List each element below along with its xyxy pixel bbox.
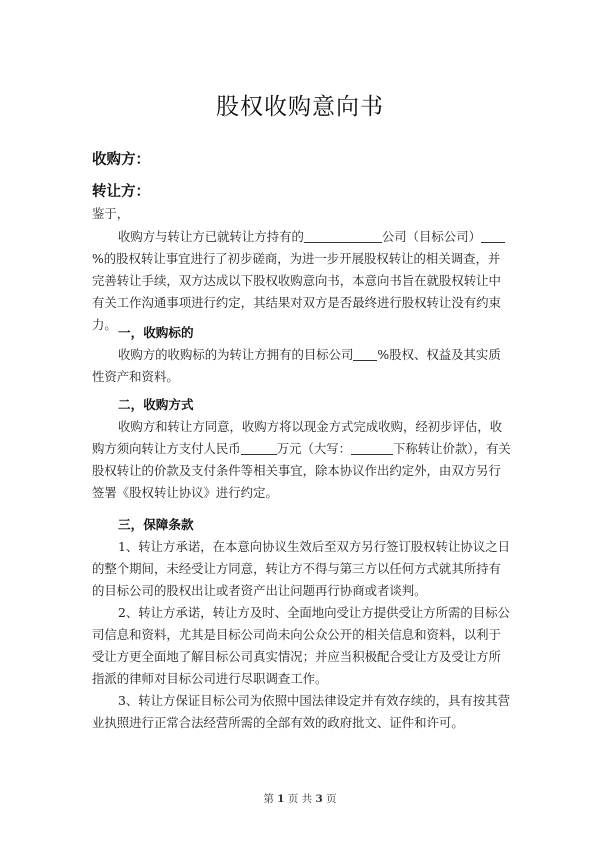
acquirer-label: 收购方： — [92, 151, 150, 168]
salutation-text: 鉴于， — [92, 206, 130, 221]
footer-suffix: 页 — [326, 793, 337, 805]
clause-3: 3、转让方保证目标公司为依照中国法律设定并有效存续的，具有按其营业执照进行正常合法经营所需的全部有效的政府批文、证件和许可。 — [92, 693, 510, 730]
clause-1: 1、转让方承诺，在本意向协议生效后至双方另行签订股权转让协议之日的整个期间，未经受让方同意，转让方不得与第三方以任何方式就其所持有的目标公司的股权出让或者资产出让问题再行协商或者谈判。 — [92, 539, 510, 598]
footer-prefix: 第 — [263, 793, 274, 805]
page-footer — [0, 791, 600, 806]
section-2-heading: 二，收购方式 — [118, 397, 194, 412]
clause-2: 2、转让方承诺，转让方及时、全面地向受让方提供受让方所需的目标公司信息和资料，尤其是目标公司尚未向公众公开的相关信息和资料，以利于受让方更全面地了解目标公司真实情况；并应当积极配合受让方及受让方所指派的律师对目标公司进行尽职调查工作。 — [92, 605, 510, 686]
preamble-paragraph — [92, 226, 512, 336]
footer-current-page: 1 — [277, 793, 285, 805]
footer-middle: 页 共 — [287, 793, 313, 805]
section-2-text-1: 收购方和转让方同意，收购方将以现金方式完成收购，经初步评估，收购方须向转让方支付人民币 — [92, 419, 503, 456]
amount-blank — [241, 440, 277, 455]
preamble-text-1: 收购方与转让方已就转让方持有的 — [118, 229, 304, 244]
section-3-clauses — [92, 536, 512, 734]
company-name-blank — [304, 228, 382, 243]
document-title: 股权收购意向书 — [216, 94, 384, 120]
section-2-text-2: 万元（大写： — [276, 441, 352, 456]
percent-blank — [481, 228, 505, 243]
preamble-text-2: 公司（目标公司） — [381, 229, 481, 244]
preamble-text-3: %的股权转让事宜进行了初步磋商，为进一步开展股权转让的相关调查，并完善转让手续，双方达成以下股权收购意向书，本意向书旨在就股权转让中有关工作沟通事项进行约定，其结果对双方是否最终进行股权转让没有约束力。 — [92, 251, 501, 332]
section-1-paragraph — [92, 344, 512, 388]
section-2-text-3: 下称转让价款），有关股权转让的价款及支付条件等相关事宜，除本协议作出约定外，由双方另行签署《股权转让协议》进行约定。 — [92, 441, 511, 500]
section-1-text-1: 收购方的收购标的为转让方拥有的目标公司 — [118, 347, 354, 362]
footer-total-pages: 3 — [315, 793, 323, 805]
section-1-percent-blank — [353, 346, 377, 361]
section-2-paragraph — [92, 416, 512, 504]
amount-words-blank — [351, 440, 393, 455]
section-1-heading: 一，收购标的 — [118, 325, 194, 340]
section-1-text-2: %股权、权益及其实质性资产和资料。 — [92, 347, 501, 384]
transferor-label: 转让方： — [92, 183, 150, 200]
salutation — [92, 203, 512, 225]
section-3-heading: 三，保障条款 — [118, 517, 194, 532]
